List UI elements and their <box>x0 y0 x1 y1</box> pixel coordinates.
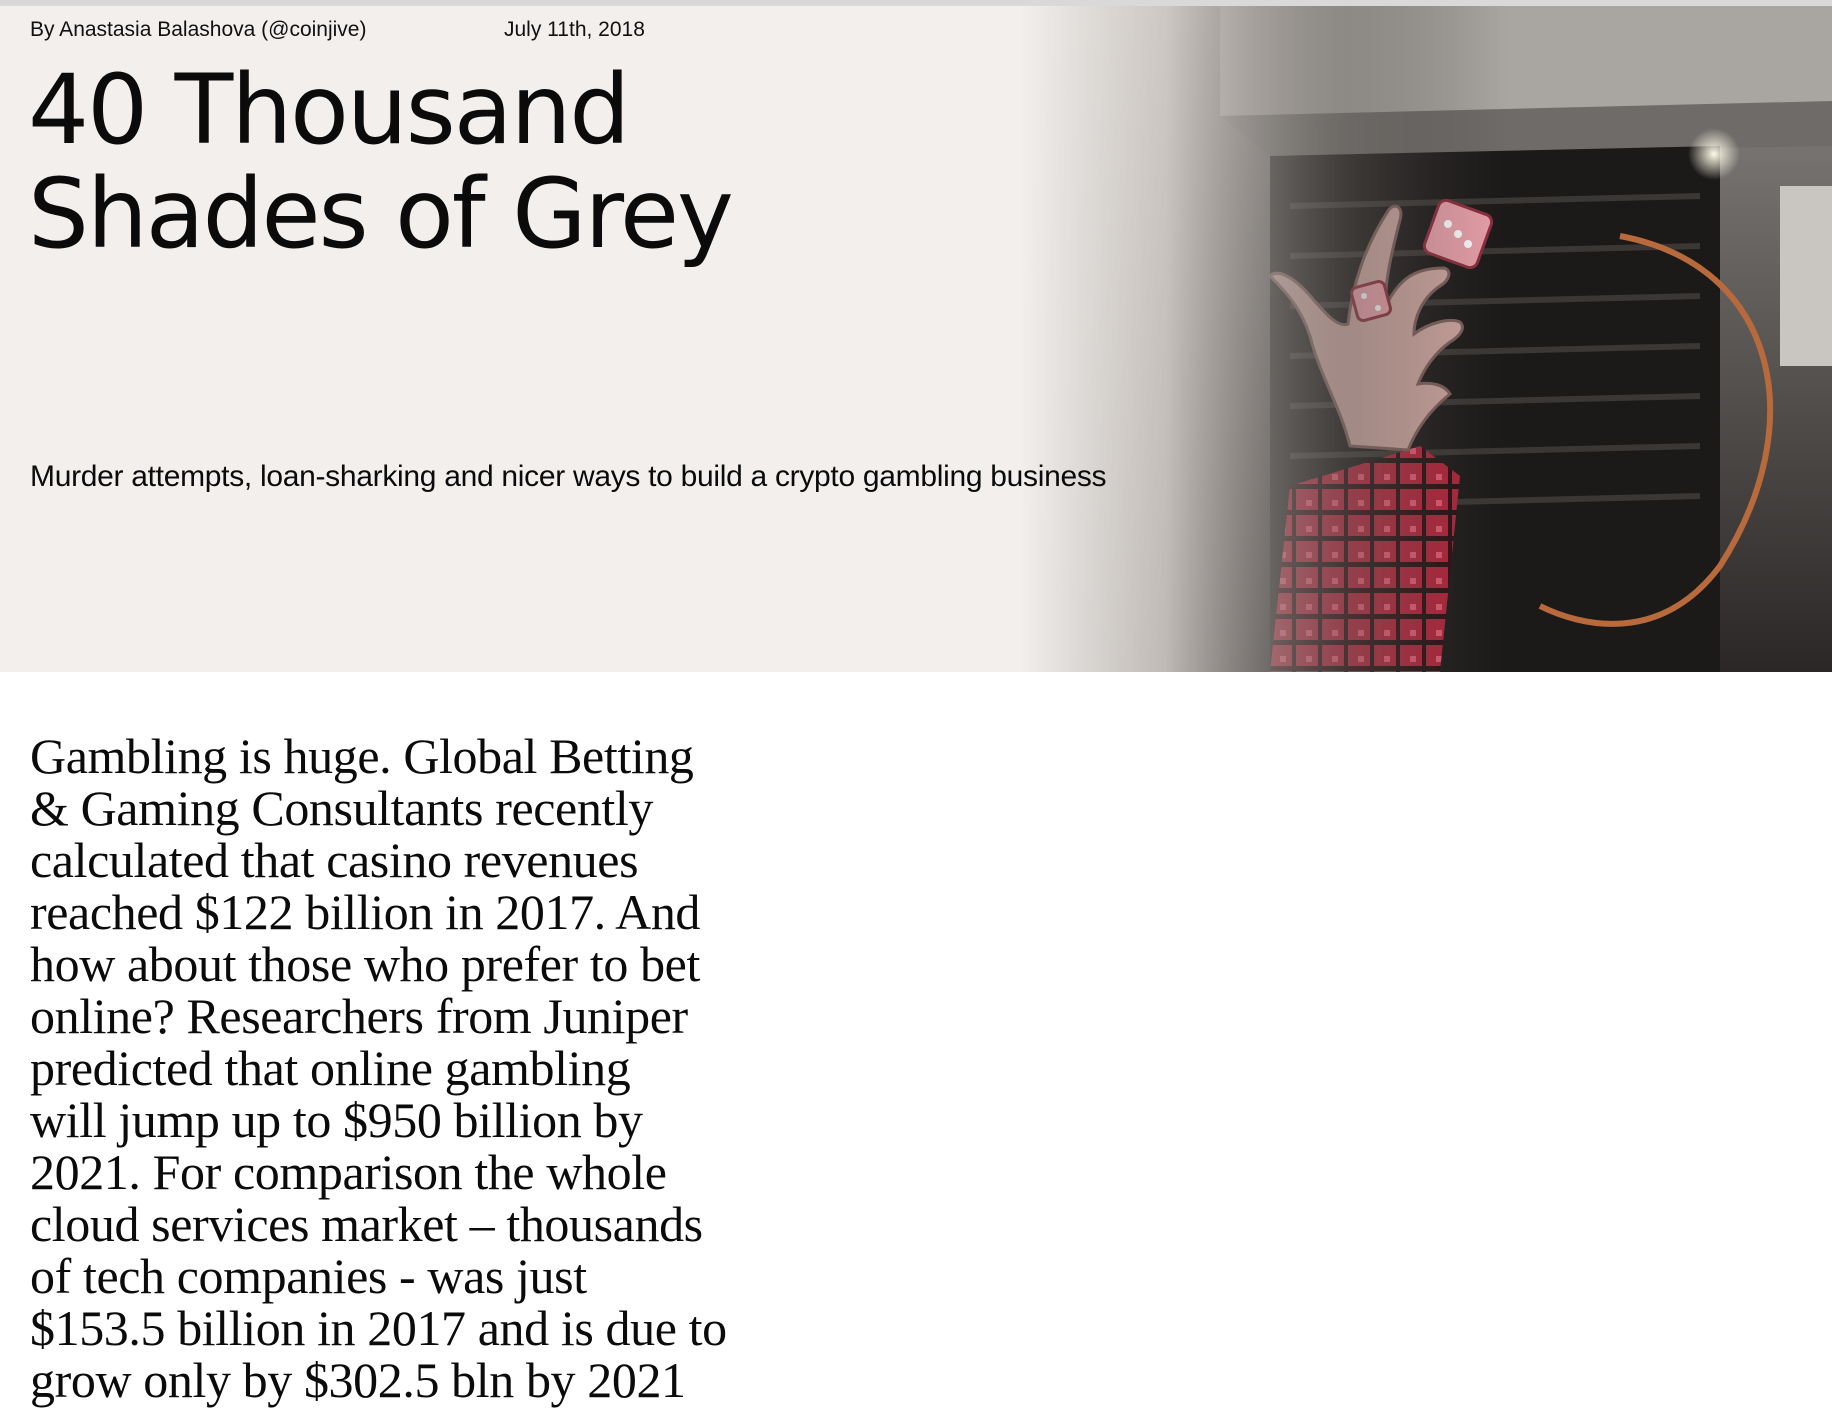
paragraph-line: Gambling is huge. Global Betting <box>30 728 694 784</box>
article-hero <box>0 6 1832 672</box>
publish-date: July 11th, 2018 <box>504 18 645 41</box>
paragraph-line: of tech companies - was just <box>30 1248 587 1304</box>
paragraph-line: & Gaming Consultants recently <box>30 780 654 836</box>
paragraph-line: calculated that casino revenues <box>30 832 639 888</box>
author-byline: By Anastasia Balashova (@coinjive) <box>30 18 367 41</box>
paragraph-line: how about those who prefer to bet <box>30 936 700 992</box>
paragraph-line: grow only by $302.5 bln by 2021 <box>30 1352 686 1408</box>
article-title-line: 40 Thousand <box>28 54 629 166</box>
article-subtitle: Murder attempts, loan-sharking and nicer ways to build a crypto gambling business <box>30 460 1107 493</box>
paragraph-line: 2021. For comparison the whole <box>30 1144 667 1200</box>
lead-paragraph <box>30 730 790 1406</box>
article-title <box>28 54 928 270</box>
paragraph-line: online? Researchers from Juniper <box>30 988 688 1044</box>
paragraph-line: will jump up to $950 billion by <box>30 1092 643 1148</box>
paragraph-line: reached $122 billion in 2017. And <box>30 884 701 940</box>
hero-image <box>1020 6 1832 672</box>
article-title-line: Shades of Grey <box>28 158 732 270</box>
paragraph-line: $153.5 billion in 2017 and is due to <box>30 1300 727 1356</box>
paragraph-line: predicted that online gambling <box>30 1040 631 1096</box>
paragraph-line: cloud services market – thousands <box>30 1196 703 1252</box>
